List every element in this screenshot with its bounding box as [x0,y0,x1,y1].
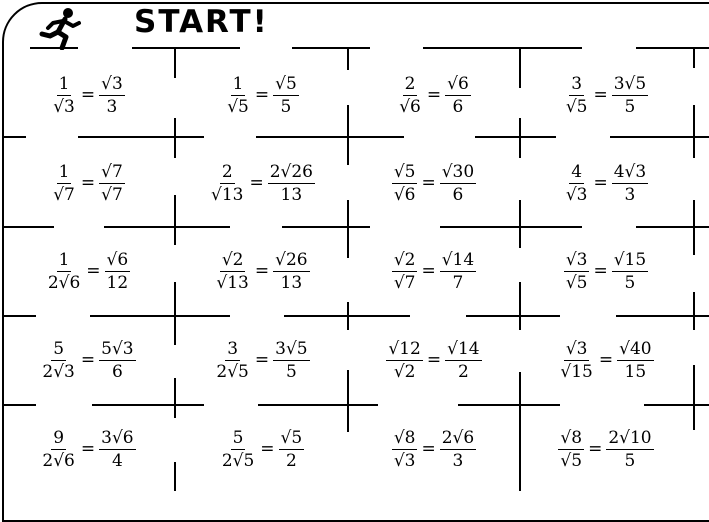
problem-cell [359,241,509,301]
left-denominator: √5 [565,272,588,293]
right-fraction [440,428,476,471]
left-denominator: √5 [565,96,588,117]
right-numerator: √3 [101,73,123,94]
left-denominator: √6 [399,96,421,117]
problem-cell [13,330,163,390]
equals-sign: = [426,350,442,370]
equals-sign: = [260,439,275,459]
right-fraction [99,162,125,205]
right-fraction [105,250,131,293]
right-denominator: 2 [457,361,469,382]
equals-sign: = [598,350,614,370]
left-denominator: √5 [560,450,583,471]
left-numerator: √12 [388,338,421,359]
left-denominator: 2√5 [216,361,249,382]
left-fraction [51,74,77,117]
problem-cell [187,65,337,125]
problem-cell [359,153,509,213]
equation [50,74,126,117]
left-numerator: √2 [221,249,244,270]
left-numerator: √8 [560,427,583,448]
equals-sign: = [254,350,270,370]
equation [563,162,649,205]
equals-sign: = [593,173,608,193]
problem-cell [13,153,163,213]
left-denominator: √3 [393,450,416,471]
equals-sign: = [86,261,101,281]
left-fraction [558,428,584,471]
problem-cell [531,153,681,213]
right-fraction [617,339,653,382]
right-denominator: 6 [111,361,123,382]
right-numerator: √26 [275,249,308,270]
problem-cell [531,241,681,301]
equation [385,339,482,382]
left-fraction [40,428,76,471]
right-fraction [612,74,648,117]
equation [219,428,305,471]
right-numerator: 5√3 [101,338,134,359]
left-fraction [564,74,590,117]
left-denominator: √13 [211,184,244,205]
right-fraction [606,428,653,471]
problem-cell [531,330,681,390]
right-denominator: 6 [452,184,464,205]
left-fraction [397,74,423,117]
equals-sign: = [80,350,96,370]
left-fraction [214,339,250,382]
equation [224,74,300,117]
right-numerator: 3√6 [101,427,134,448]
problem-cell [187,330,337,390]
equals-sign: = [249,173,264,193]
left-denominator: √3 [565,184,588,205]
right-fraction [273,74,299,117]
equation [208,162,316,205]
left-fraction [392,250,418,293]
equals-sign: = [421,439,436,459]
right-denominator: 5 [280,96,292,117]
equation [213,250,310,293]
left-fraction [51,162,77,205]
right-numerator: √6 [447,73,469,94]
equation [396,74,472,117]
left-denominator: 2√6 [47,272,81,293]
right-denominator: 6 [452,96,464,117]
left-denominator: √7 [53,184,75,205]
left-denominator: √5 [227,96,249,117]
left-denominator: √13 [216,272,249,293]
left-numerator: 2 [404,73,416,94]
equation [391,428,477,471]
left-numerator: √8 [393,427,416,448]
right-denominator: 5 [285,361,297,382]
left-numerator: √3 [565,338,588,359]
equals-sign: = [421,173,436,193]
equation [39,339,136,382]
left-fraction [46,250,82,293]
right-fraction [445,339,481,382]
right-fraction [612,162,648,205]
equation [563,250,649,293]
left-denominator: 2√6 [42,450,75,471]
right-denominator: 4 [111,450,123,471]
right-numerator: 3√5 [613,73,647,94]
equals-sign: = [593,261,608,281]
problem-cell [531,65,681,125]
right-fraction [445,74,471,117]
right-fraction [440,250,476,293]
left-fraction [564,250,590,293]
left-numerator: 1 [58,249,70,270]
problem-cell [13,419,163,479]
right-numerator: √5 [280,427,303,448]
equals-sign: = [588,439,603,459]
equals-sign: = [426,85,442,105]
left-fraction [220,428,256,471]
equals-sign: = [254,261,270,281]
right-fraction [440,162,476,205]
equals-sign: = [80,85,96,105]
right-denominator: 13 [280,272,303,293]
left-fraction [392,428,418,471]
right-numerator: √5 [275,73,297,94]
left-fraction [564,162,590,205]
right-numerator: 2√10 [608,427,652,448]
right-numerator: √14 [441,249,475,270]
equals-sign: = [421,261,436,281]
left-numerator: √2 [393,249,416,270]
equation [563,74,649,117]
right-denominator: 12 [106,272,129,293]
left-fraction [40,339,76,382]
problem-cell [187,241,337,301]
equation [50,162,126,205]
equation [391,162,477,205]
left-numerator: 1 [58,73,70,94]
right-denominator: 5 [624,450,636,471]
right-denominator: 3 [452,450,464,471]
left-denominator: √6 [393,184,416,205]
right-numerator: √40 [619,338,652,359]
right-numerator: 3√5 [275,338,308,359]
right-numerator: 2√26 [269,161,313,182]
right-fraction [99,339,135,382]
right-fraction [99,428,135,471]
right-fraction [273,250,309,293]
right-denominator: 3 [624,184,636,205]
right-numerator: 2√6 [441,427,475,448]
equation [39,428,136,471]
left-fraction [225,74,251,117]
equals-sign: = [254,85,270,105]
left-numerator: 1 [58,161,70,182]
left-numerator: 4 [571,161,583,182]
right-fraction [279,428,305,471]
equation [213,339,310,382]
right-denominator: √7 [101,184,123,205]
problem-cell [359,330,509,390]
left-denominator: 2√3 [42,361,75,382]
right-denominator: 15 [624,361,647,382]
left-numerator: 3 [571,73,583,94]
equals-sign: = [593,85,608,105]
equals-sign: = [80,173,96,193]
right-numerator: √6 [106,249,129,270]
right-fraction [273,339,309,382]
right-numerator: √14 [447,338,480,359]
right-denominator: 13 [280,184,303,205]
equation [557,339,654,382]
right-denominator: 5 [624,272,636,293]
right-numerator: √7 [101,161,123,182]
left-numerator: 9 [53,427,65,448]
left-numerator: 1 [232,73,244,94]
left-denominator: 2√5 [221,450,255,471]
equation [391,250,477,293]
problem-cell [187,153,337,213]
equation [45,250,131,293]
left-fraction [209,162,245,205]
left-fraction [558,339,594,382]
right-fraction [612,250,648,293]
left-numerator: √3 [565,249,588,270]
left-denominator: √7 [393,272,416,293]
equation [557,428,654,471]
right-denominator: 2 [285,450,297,471]
right-denominator: 7 [452,272,464,293]
right-denominator: 5 [624,96,636,117]
problem-cell [13,65,163,125]
right-numerator: 4√3 [613,161,647,182]
left-numerator: √5 [393,161,416,182]
problem-cell [359,65,509,125]
left-denominator: √3 [53,96,75,117]
left-fraction [386,339,422,382]
page-title: START! [134,4,269,40]
left-numerator: 5 [232,427,244,448]
problem-cell [359,419,509,479]
left-denominator: √15 [560,361,593,382]
right-fraction [99,74,125,117]
left-fraction [214,250,250,293]
left-numerator: 3 [227,338,239,359]
problem-cell [187,419,337,479]
problem-cell [531,419,681,479]
right-denominator: 3 [106,96,118,117]
right-numerator: √30 [441,161,475,182]
left-fraction [392,162,418,205]
left-numerator: 5 [53,338,65,359]
left-numerator: 2 [221,161,233,182]
left-denominator: √2 [393,361,416,382]
right-fraction [268,162,315,205]
problem-cell [13,241,163,301]
right-numerator: √15 [613,249,647,270]
equals-sign: = [80,439,96,459]
